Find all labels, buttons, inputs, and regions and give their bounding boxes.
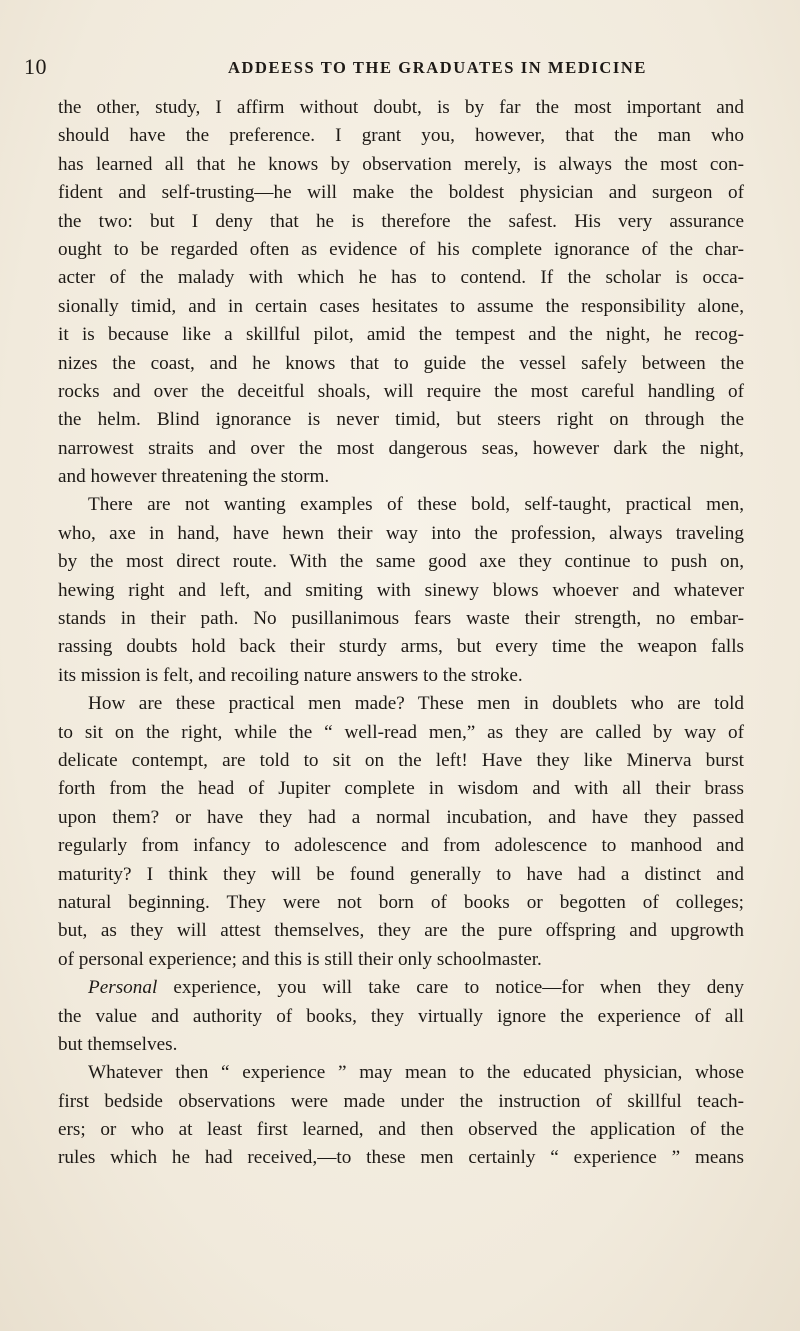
text-line: How are these practical men made? These men in doublets who are told: [88, 693, 744, 715]
text-line: to sit on the right, while the “ well-read men,” as they are called by way of: [58, 721, 744, 743]
text-line: sionally timid, and in certain cases hesitates to assume the responsibility alone,: [58, 295, 744, 317]
text-line: rules which he had received,—to these men certainly “ experience ” means: [58, 1147, 744, 1169]
text-line: maturity? I think they will be found generally to have had a distinct and: [58, 863, 744, 885]
text-line: but, as they will attest themselves, they are the pure offspring and upgrowth: [58, 920, 744, 942]
text-line: forth from the head of Jupiter complete in wisdom and with all their brass: [58, 778, 744, 800]
text-line: delicate contempt, are told to sit on the left! Have they like Minerva burst: [58, 749, 744, 771]
text-line: but themselves.: [58, 1033, 178, 1055]
page-number: 10: [24, 54, 47, 79]
text-line: the value and authority of books, they virtually ignore the experience of all: [58, 1005, 744, 1027]
paragraph-2: [58, 491, 744, 690]
text-line: the other, study, I affirm without doubt, is by far the most important and: [58, 97, 744, 118]
text-line: nizes the coast, and he knows that to guide the vessel safely between the: [58, 352, 744, 374]
text-line: should have the preference. I grant you, however, that the man who: [58, 125, 744, 147]
text-line: first bedside observations were made under the instruction of skillful teach-: [58, 1090, 744, 1112]
text-line: fident and self-trusting—he will make the boldest physician and surgeon of: [58, 182, 744, 204]
italic-lead-word: Personal: [88, 977, 158, 999]
text-line: its mission is felt, and recoiling nature answers to the stroke.: [58, 664, 523, 686]
text-line: rocks and over the deceitful shoals, will require the most careful handling of: [58, 380, 744, 402]
text-line: the helm. Blind ignorance is never timid, but steers right on through the: [58, 409, 744, 431]
text-line: of personal experience; and this is still their only schoolmaster.: [58, 948, 542, 970]
text-line: and however threatening the storm.: [58, 466, 330, 488]
running-title: ADDEESS TO THE GRADUATES IN MEDICINE: [228, 58, 648, 77]
running-head: [24, 54, 764, 82]
paragraph-3: [58, 690, 744, 974]
text-run: experience, you will take care to notice—for when they deny: [157, 977, 744, 999]
text-line: upon them? or have they had a normal incubation, and have they passed: [58, 806, 744, 828]
text-line: it is because like a skillful pilot, amid the tempest and the night, he recog-: [58, 324, 744, 346]
text-line: by the most direct route. With the same good axe they continue to push on,: [58, 551, 744, 573]
text-line: the two: but I deny that he is therefore the safest. His very assurance: [58, 210, 744, 232]
text-line: narrowest straits and over the most dangerous seas, however dark the night,: [58, 437, 744, 459]
text-line: natural beginning. They were not born of books or begotten of colleges;: [58, 891, 744, 913]
text-line: ought to be regarded often as evidence of his complete ignorance of the char-: [58, 238, 744, 260]
text-line: has learned all that he knows by observation merely, is always the most con-: [58, 153, 744, 175]
text-line: hewing right and left, and smiting with sinewy blows whoever and whatever: [58, 579, 744, 601]
text-line: who, axe in hand, have hewn their way into the profession, always traveling: [58, 522, 744, 544]
text-line: stands in their path. No pusillanimous fears waste their strength, no embar-: [58, 608, 744, 630]
paragraph-4: [58, 974, 744, 1059]
text-line: regularly from infancy to adolescence and from adolescence to manhood and: [58, 835, 744, 857]
paragraph-5: [58, 1059, 744, 1173]
text-line: ers; or who at least first learned, and then observed the application of the: [58, 1119, 744, 1141]
text-line: There are not wanting examples of these bold, self-taught, practical men,: [88, 494, 744, 516]
text-line: Whatever then “ experience ” may mean to the educated physician, whose: [88, 1062, 744, 1084]
paragraph-1: [58, 94, 744, 491]
body-text: [58, 94, 744, 1173]
text-line: rassing doubts hold back their sturdy arms, but every time the weapon falls: [58, 636, 744, 658]
text-line: [58, 974, 744, 1002]
text-line: acter of the malady with which he has to contend. If the scholar is occa-: [58, 267, 744, 289]
